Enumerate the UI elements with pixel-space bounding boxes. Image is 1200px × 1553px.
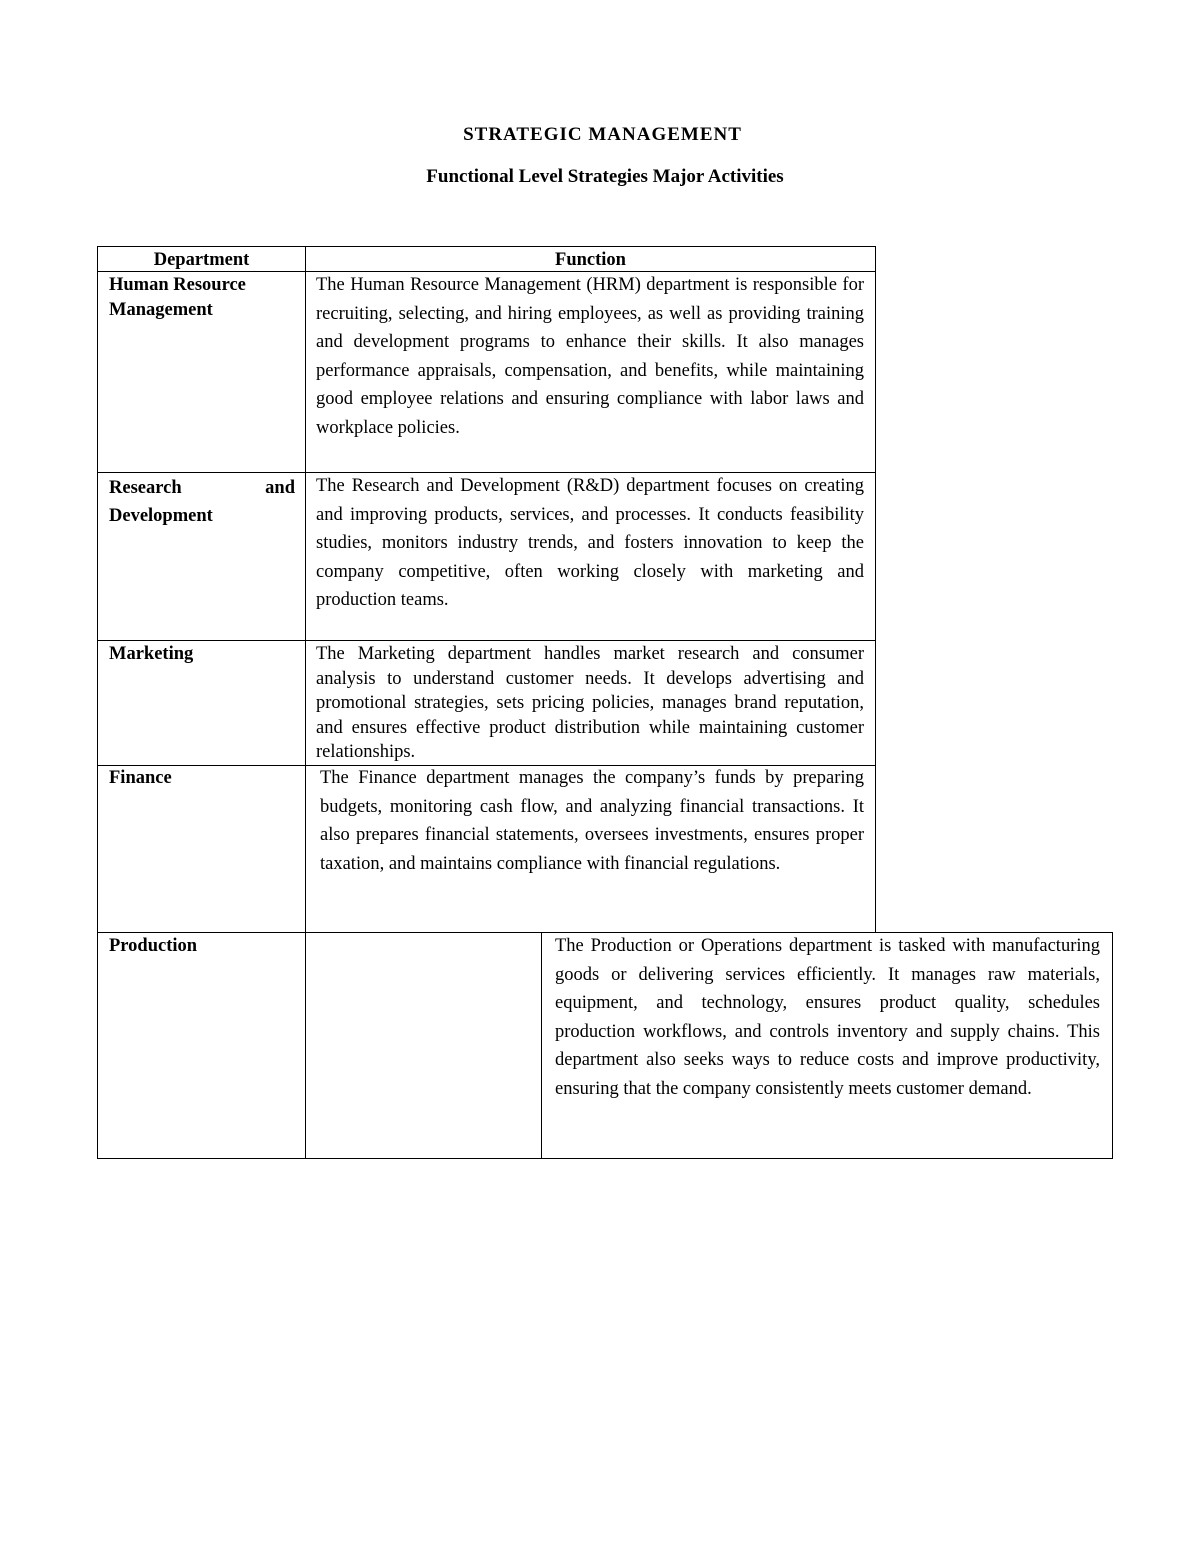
- department-hrm: Human Resource Management: [109, 275, 246, 320]
- function-hrm: The Human Resource Management (HRM) department is responsible for recruiting, selecting, and hiring employees, as well as providing training and development programs to enhance their skills. It also manages performance appraisals, compensation, and benefits, while maintaining good employee relations and ensuring compliance with labor laws and workplace policies.: [316, 275, 864, 438]
- department-finance: Finance: [109, 768, 172, 788]
- row-production-department-cell: [97, 932, 306, 1159]
- header-department: Department: [153, 250, 250, 270]
- row-production-middle-cell: [305, 932, 542, 1159]
- department-rd: [109, 474, 295, 530]
- function-rd: The Research and Development (R&D) department focuses on creating and improving products, services, and processes. It conducts feasibility studies, monitors industry trends, and fosters innovation to keep the company competitive, often working closely with marketing and production teams.: [316, 476, 864, 610]
- function-production: The Production or Operations department is tasked with manufacturing goods or delivering services efficiently. It manages raw materials, equipment, and technology, ensures product quality, schedules production workflows, and controls inventory and supply chains. This department also seeks ways to reduce costs and improve productivity, ensuring that the company consistently meets customer demand.: [555, 936, 1100, 1099]
- department-marketing: Marketing: [109, 644, 194, 664]
- document-title: STRATEGIC MANAGEMENT: [463, 124, 742, 145]
- department-production: Production: [109, 936, 198, 956]
- department-rd-line2: Development: [109, 506, 213, 526]
- department-rd-line1: Research and: [109, 478, 295, 498]
- function-finance: The Finance department manages the company’s funds by preparing budgets, monitoring cash flow, and analyzing financial transactions. It also prepares financial statements, oversees investments, ensures proper taxation, and maintains compliance with financial regulations.: [320, 768, 864, 874]
- function-marketing: The Marketing department handles market research and consumer analysis to understand customer needs. It develops advertising and promotional strategies, sets pricing policies, manages brand reputation, and ensures effective product distribution while maintaining customer relationships.: [316, 644, 864, 763]
- header-function: Function: [555, 250, 626, 270]
- document-subtitle: Functional Level Strategies Major Activities: [426, 166, 784, 187]
